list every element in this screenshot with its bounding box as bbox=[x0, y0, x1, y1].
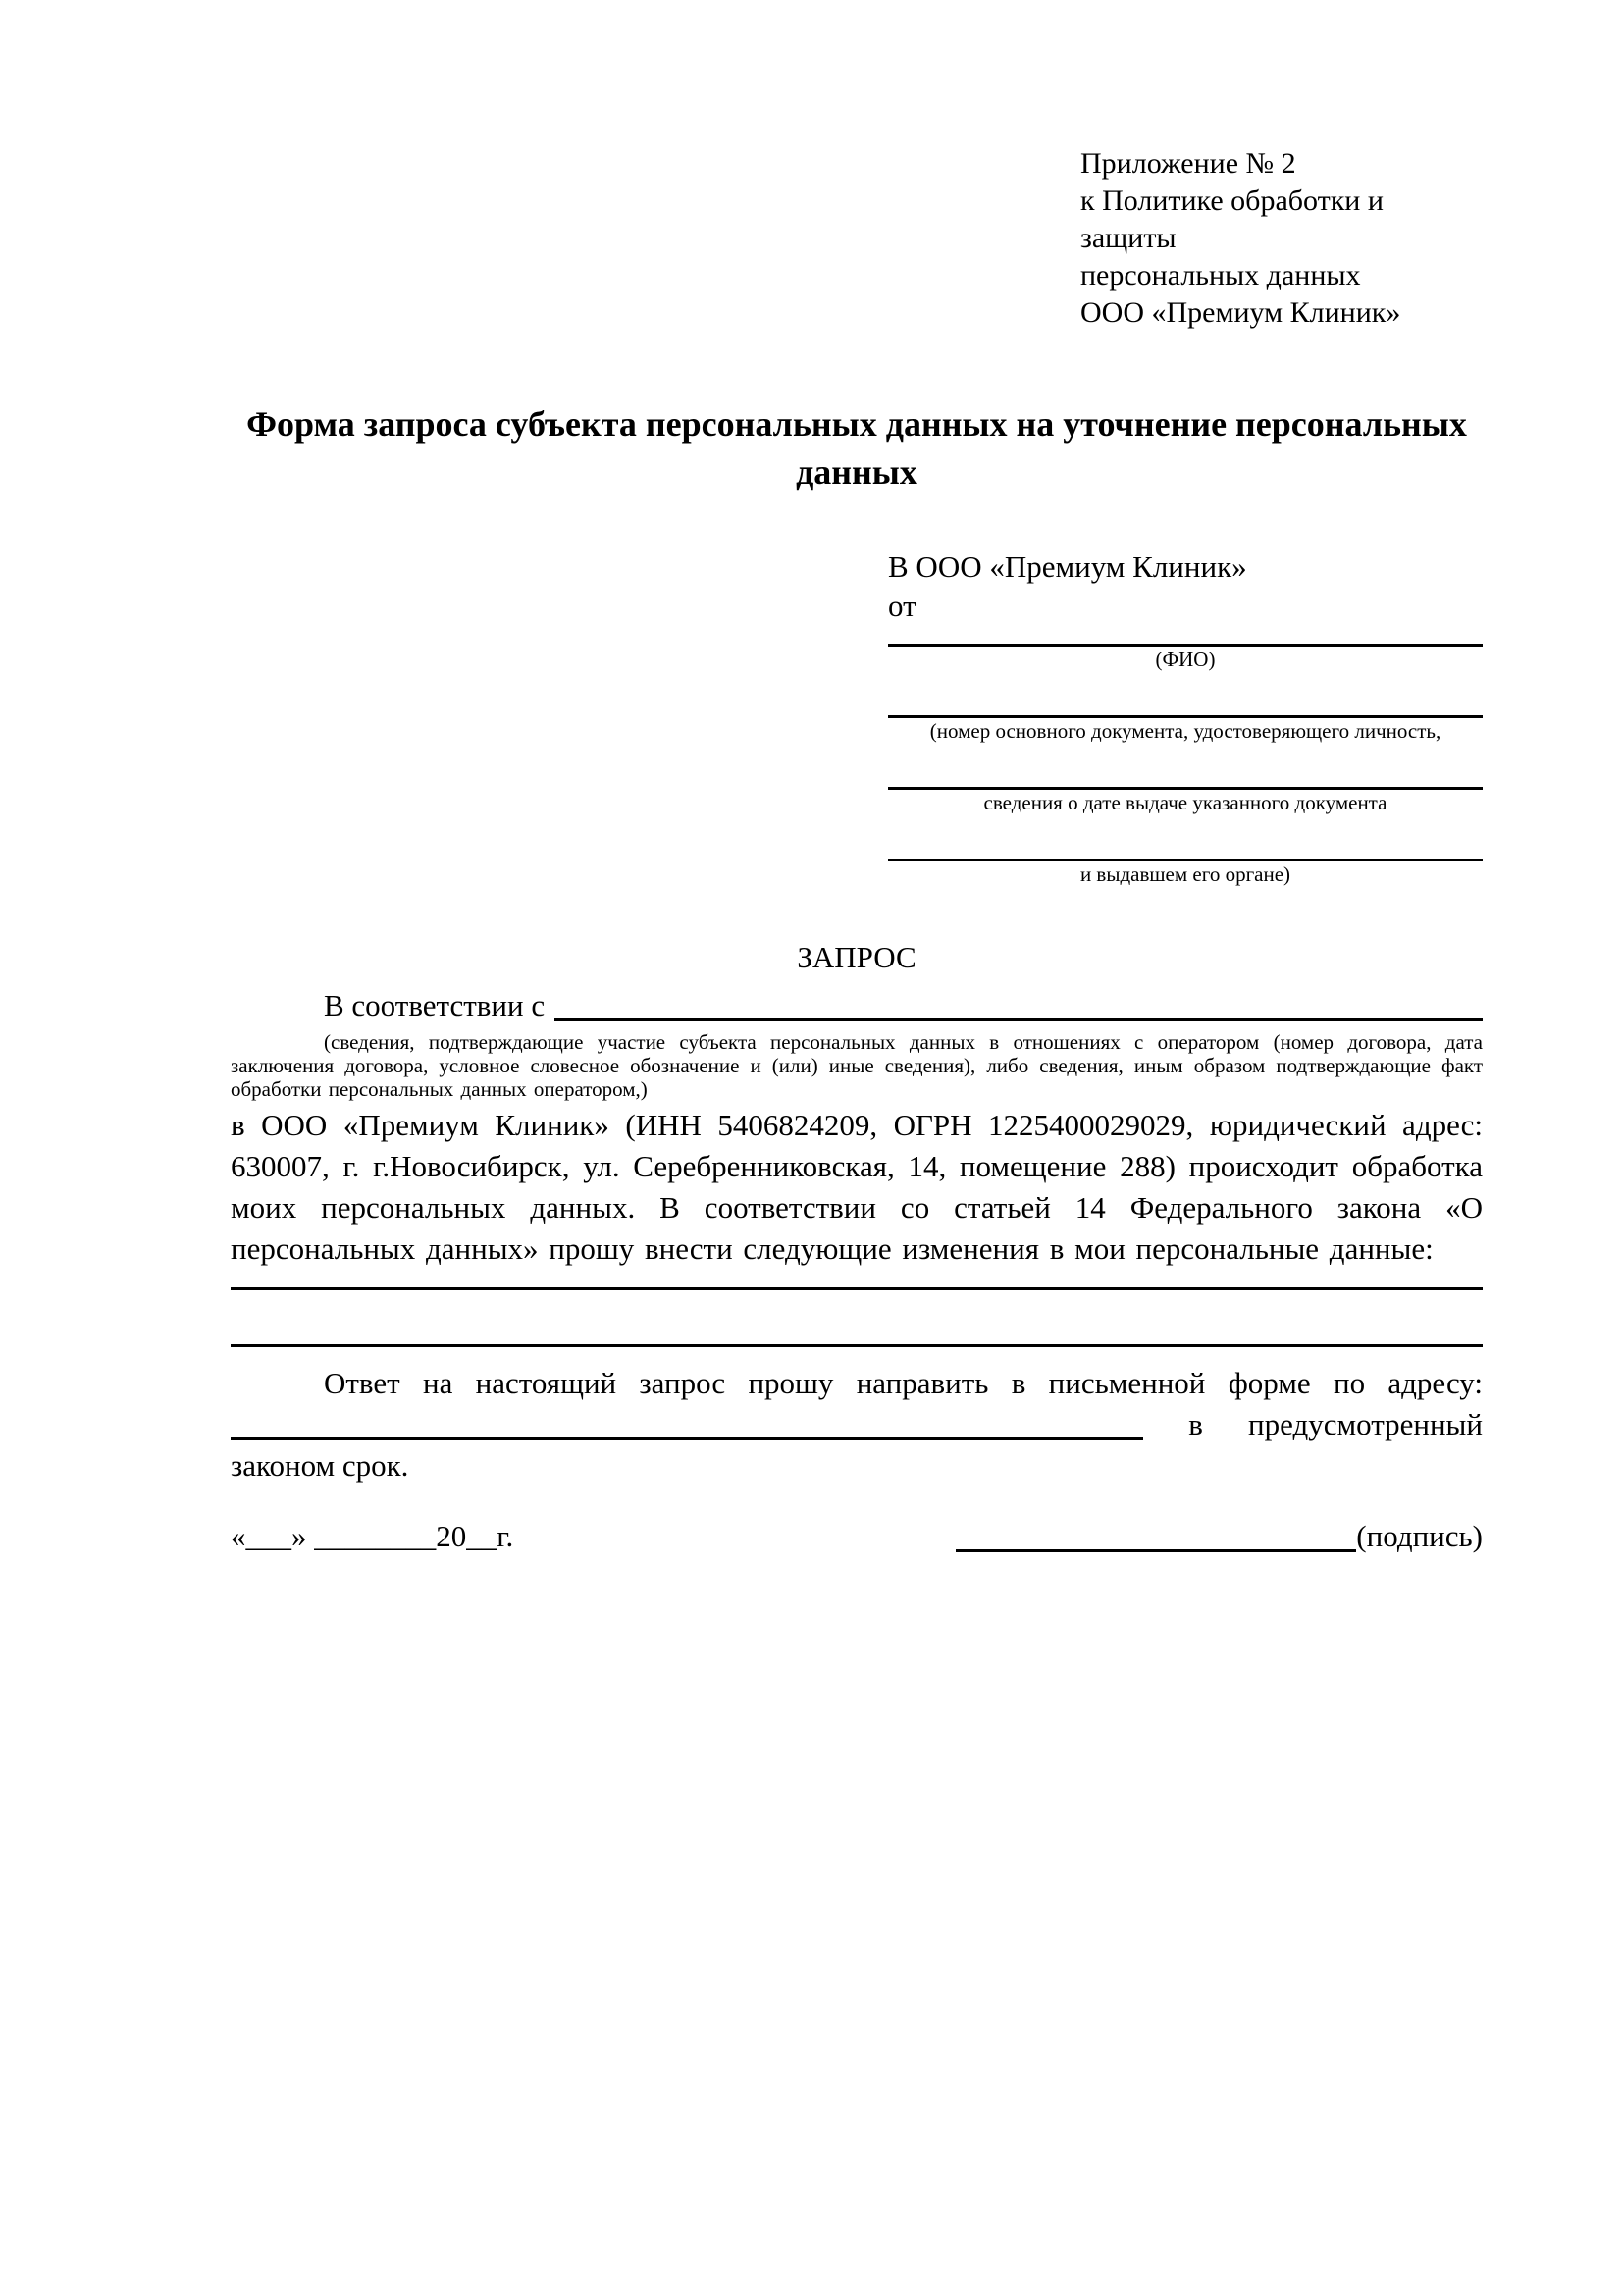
annex-block bbox=[1080, 145, 1483, 332]
request-heading: ЗАПРОС bbox=[797, 940, 916, 974]
issue-date-caption: сведения о дате выдаче указанного документа bbox=[983, 791, 1387, 814]
footer-row bbox=[231, 1516, 1483, 1557]
fio-blank-line bbox=[888, 626, 1483, 647]
basis-footnote: (сведения, подтверждающие участие субъекта персональных данных в отношениях с оператором (номер договора, дата заключения договора, условное словесное обозначение и (или) иные сведения), либо сведения, иным образом подтверждающие факт обработки персональных данных оператором,) bbox=[231, 1030, 1483, 1101]
signature-caption: (подпись) bbox=[1356, 1519, 1483, 1553]
basis-row bbox=[231, 985, 1483, 1026]
identity-document-caption: (номер основного документа, удостоверяющего личность, bbox=[929, 719, 1441, 743]
issuing-authority-caption: и выдавшем его органе) bbox=[1079, 862, 1291, 886]
addressee-from-label: от bbox=[888, 589, 916, 623]
page-content bbox=[231, 0, 1483, 1557]
form-title: Форма запроса субъекта персональных данных на уточнение персональных данных bbox=[246, 404, 1467, 492]
reply-paragraph-line1: Ответ на настоящий запрос прошу направить в письменной форме по адресу: bbox=[324, 1366, 1483, 1400]
signature-block bbox=[956, 1516, 1483, 1557]
request-body: в ООО «Премиум Клиник» (ИНН 5406824209, ОГРН 1225400029029, юридический адрес: 630007, г. г.Новосибирск, ул. Серебренниковская, 14, помещение 288) происходит обработка моих персональных данных. В соответствии со статьей 14 Федерального закона «О персональных данных» прошу внести следующие изменения в мои персональные данные: bbox=[231, 1108, 1483, 1266]
date-blank-line: «___» ________20__г. bbox=[231, 1519, 514, 1553]
annex-line: ООО «Премиум Клиник» bbox=[1080, 296, 1401, 329]
identity-document-field bbox=[888, 672, 1483, 744]
signature-blank-line bbox=[956, 1549, 1356, 1552]
changes-blank-line-1 bbox=[231, 1287, 1483, 1290]
basis-prefix: В соответствии с bbox=[324, 988, 546, 1022]
annex-line: к Политике обработки и защиты bbox=[1080, 184, 1384, 254]
addressee-to: В ООО «Премиум Клиник» bbox=[888, 549, 1247, 584]
issuing-authority-field bbox=[888, 815, 1483, 887]
fio-caption: (ФИО) bbox=[1155, 648, 1216, 671]
address-blank-line bbox=[231, 1437, 1143, 1440]
identity-document-blank-line bbox=[888, 672, 1483, 718]
reply-word-predusmotrennyj: предусмотренный bbox=[1248, 1407, 1483, 1441]
annex-line: Приложение № 2 bbox=[1080, 147, 1296, 180]
issue-date-field bbox=[888, 744, 1483, 815]
issuing-authority-blank-line bbox=[888, 815, 1483, 861]
reply-paragraph-line2 bbox=[231, 1404, 1483, 1445]
issue-date-blank-line bbox=[888, 744, 1483, 790]
annex-line: персональных данных bbox=[1080, 259, 1361, 291]
addressee-block bbox=[888, 548, 1483, 887]
reply-word-v: в bbox=[1188, 1407, 1203, 1441]
changes-blank-line-2 bbox=[231, 1344, 1483, 1347]
fio-field bbox=[888, 626, 1483, 672]
reply-paragraph-line3: законом срок. bbox=[231, 1448, 409, 1483]
basis-blank-line bbox=[554, 1018, 1483, 1021]
